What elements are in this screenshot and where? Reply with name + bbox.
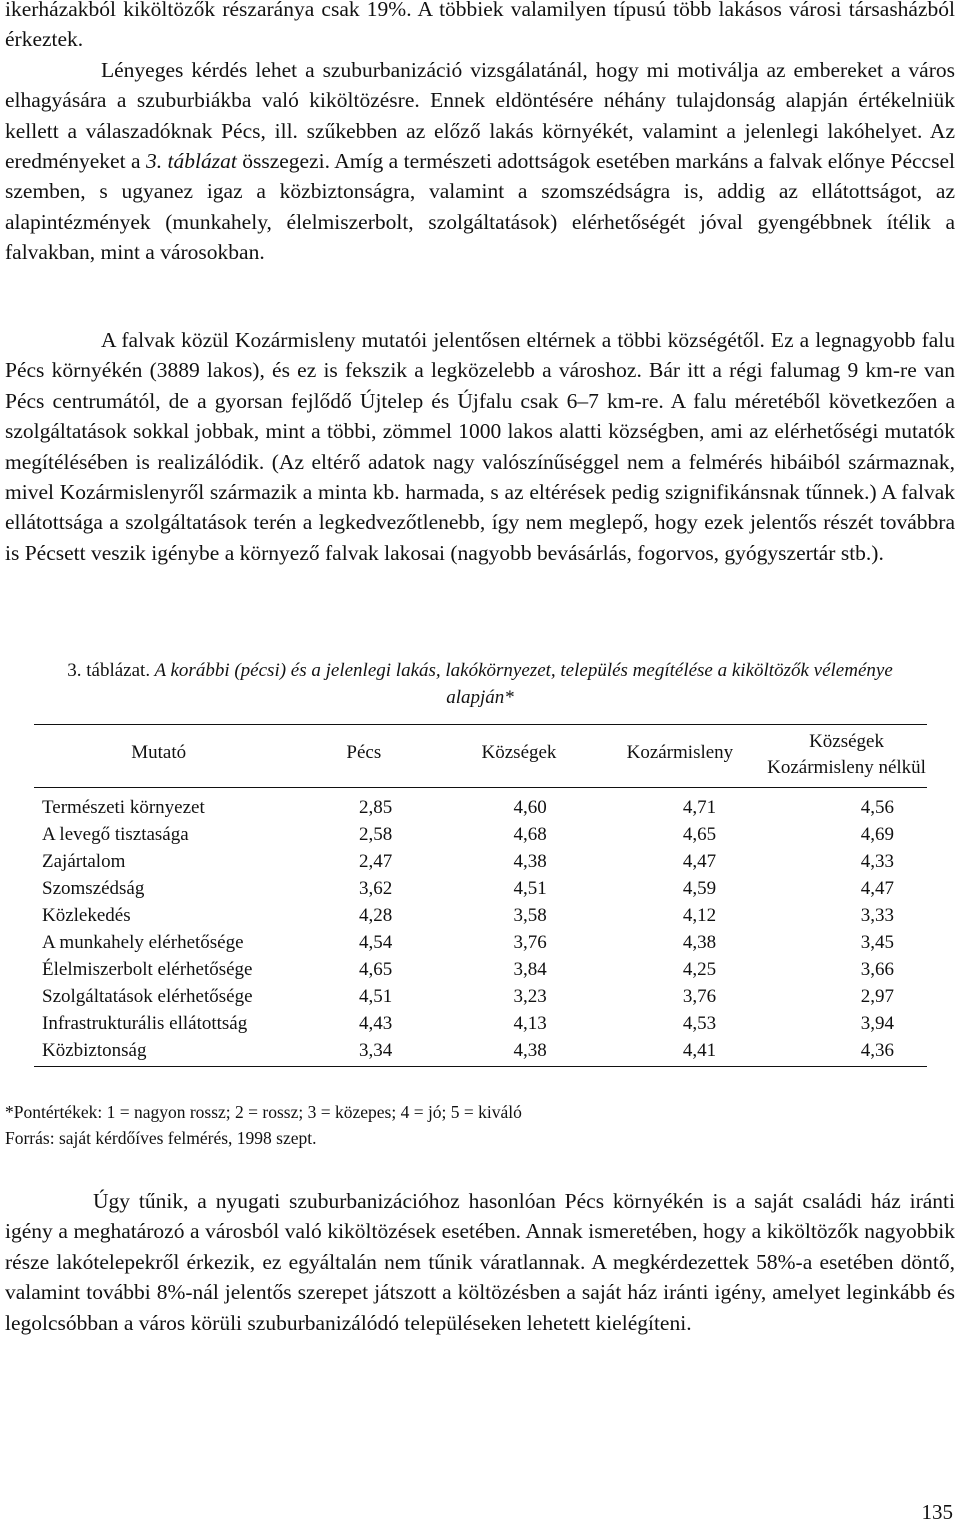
header-kozsegek-nelkul: Községek Kozármisleny nélkül (766, 725, 927, 788)
row-value: 4,60 (513, 797, 547, 818)
table-body (34, 788, 927, 1067)
row-value: 3,23 (513, 986, 547, 1007)
row-label: Zajártalom (42, 851, 126, 872)
page-number: 135 (921, 1500, 953, 1524)
paragraph-1-text-b: Lényeges kérdés lehet a szuburbanizáció vizsgálatánál, hogy mi motiválja az embereket a város elhagyására a szuburbiákba való kiköltözésre. Ennek eldöntésére néhány tulajdonság alapján értékelniük kellett a válaszadóknak Pécs, ill. szűkebben az előző lakás környékét, valamint a jelenlegi lakóhelyet. Az eredményeket a (5, 57, 955, 174)
row-value: 4,47 (682, 851, 717, 872)
table-source: Forrás: saját kérdőíves felmérés, 1998 szept. (5, 1128, 317, 1148)
header-pecs: Pécs (283, 725, 444, 788)
table-row (34, 983, 927, 1010)
table-reference: 3. táblázat (145, 149, 237, 174)
row-value: 4,38 (513, 851, 547, 872)
row-value: 2,58 (359, 824, 393, 845)
row-value: 3,45 (860, 932, 894, 953)
table-row (34, 902, 927, 929)
table-row (34, 929, 927, 956)
row-value: 2,85 (359, 797, 393, 818)
paragraph-1-text-a: ikerházakból kiköltözők részaránya csak 19%. A többiek valamilyen típusú több lakásos városi társasházból érkeztek. (5, 0, 955, 52)
row-label: Szomszédság (42, 878, 145, 899)
table-row (34, 788, 927, 822)
header-kozsegek: Községek (444, 725, 593, 788)
row-value: 4,68 (513, 824, 547, 845)
row-value: 4,36 (766, 1037, 927, 1067)
table-row (34, 1010, 927, 1037)
row-label: Természeti környezet (42, 797, 205, 818)
row-value: 3,66 (860, 959, 894, 980)
results-table (34, 724, 927, 1067)
row-value: 4,56 (860, 797, 894, 818)
row-value: 4,12 (682, 905, 717, 926)
row-label: A munkahely elérhetősége (42, 932, 244, 953)
table-row (34, 875, 927, 902)
row-value: 4,13 (513, 1013, 547, 1034)
row-value: 3,76 (513, 932, 547, 953)
row-value: 3,58 (513, 905, 547, 926)
row-label: A levegő tisztasága (42, 824, 189, 845)
paragraph-3-text: Úgy tűnik, a nyugati szuburbanizációhoz hasonlóan Pécs környékén is a saját családi ház iránti igény a meghatározó a városból való kiköltözések esetében. Annak ismeretében, hogy a kiköltözők nagyobbik része lakótelepekről érkezik, ez egyáltalán nem tűnik váratlannak. A megkérdezettek 58%-a esetében döntő, valamint további 8%-nál jelentős szerepet játszott a költözésben a saját ház iránti igény, amelyet leginkább és legolcsóbban a város körüli szuburbanizálódó településeken lehetett kielégíteni. (5, 1189, 955, 1335)
row-value: 4,65 (359, 959, 393, 980)
row-label: Közlekedés (42, 905, 131, 926)
paragraph-1-text-c: összegezi. Amíg a természeti adottságok esetében markáns a falvak előnye Péccsel szemben, s ugyanez igaz a közbiztonságra, valamint a szomszédságra is, addig az ellátottságot, az alapintézmények (munkahely, élelmiszerbolt, szolgáltatások) elérhetőségét jóval gyengébbnek ítélik a falvakban, mint a városokban. (5, 149, 955, 265)
header-kozarmisleny: Kozármisleny (594, 725, 766, 788)
row-value: 4,54 (359, 932, 393, 953)
table-caption-text: A korábbi (pécsi) és a jelenlegi lakás, lakókörnyezet, település megítélése a kiköltözők véleménye alapján* (150, 660, 893, 708)
paragraph-1 (5, 0, 955, 268)
row-value: 4,38 (444, 1037, 593, 1067)
table-row (34, 956, 927, 983)
paragraph-3 (5, 1186, 955, 1338)
row-value: 4,69 (860, 824, 894, 845)
row-value: 3,76 (682, 986, 717, 1007)
table-row (34, 821, 927, 848)
table-row (34, 848, 927, 875)
table-caption-number: 3. táblázat. (67, 660, 151, 681)
row-value: 3,62 (359, 878, 393, 899)
row-value: 4,28 (359, 905, 393, 926)
row-value: 2,47 (359, 851, 393, 872)
row-label: Infrastrukturális ellátottság (42, 1013, 248, 1034)
header-mutato: Mutató (34, 725, 283, 788)
row-value: 4,53 (682, 1013, 717, 1034)
table-row (34, 1037, 927, 1067)
row-value: 4,38 (682, 932, 717, 953)
row-value: 4,41 (594, 1037, 766, 1067)
table-header-row (34, 725, 927, 788)
row-value: 4,51 (359, 986, 393, 1007)
row-value: 4,47 (860, 878, 894, 899)
row-value: 4,71 (682, 797, 717, 818)
row-value: 3,84 (513, 959, 547, 980)
row-value: 4,65 (682, 824, 717, 845)
row-value: 3,94 (860, 1013, 894, 1034)
table-caption (40, 657, 920, 711)
row-value: 4,25 (682, 959, 717, 980)
row-value: 3,33 (860, 905, 894, 926)
row-value: 4,51 (513, 878, 547, 899)
row-value: 4,59 (682, 878, 717, 899)
row-value: 4,43 (359, 1013, 393, 1034)
row-label: Élelmiszerbolt elérhetősége (42, 959, 253, 980)
paragraph-2 (5, 325, 955, 568)
row-value: 3,34 (283, 1037, 444, 1067)
row-value: 4,33 (860, 851, 894, 872)
paragraph-2-text: A falvak közül Kozármisleny mutatói jelentősen eltérnek a többi községétől. Ez a legnagyobb falu Pécs környékén (3889 lakos), és ez is fekszik a legközelebb a városhoz. Bár itt a régi falumag 9 km-re van Pécs centrumától, de a gyorsan fejlődő Újtelep és Újfalu csak 6–7 km-re. A falu méretéből következően a szolgáltatások sokkal jobbak, mint a többi, zömmel 1000 lakos alatti községben, ami az elérhetőségi mutatók megítélésében is realizálódik. (Az eltérő adatok nagy valószínűséggel nem a felmérés hibáiból származnak, mivel Kozármislenyről származik a minta kb. harmada, s az eltérések pedig szignifikánsnak tűnnek.) A falvak ellátottsága a szolgáltatások terén a legkedvezőtlenebb, így nem meglepő, hogy ezek jelentős részét továbbra is Pécsett veszik igénybe a környező falvak lakosai (nagyobb bevásárlás, fogorvos, gyógyszertár stb.). (5, 328, 955, 565)
row-label: Szolgáltatások elérhetősége (42, 986, 253, 1007)
row-value: 2,97 (860, 986, 894, 1007)
row-label: Közbiztonság (34, 1037, 283, 1067)
table-footnote: *Pontértékek: 1 = nagyon rossz; 2 = rossz; 3 = közepes; 4 = jó; 5 = kiváló (5, 1102, 522, 1122)
